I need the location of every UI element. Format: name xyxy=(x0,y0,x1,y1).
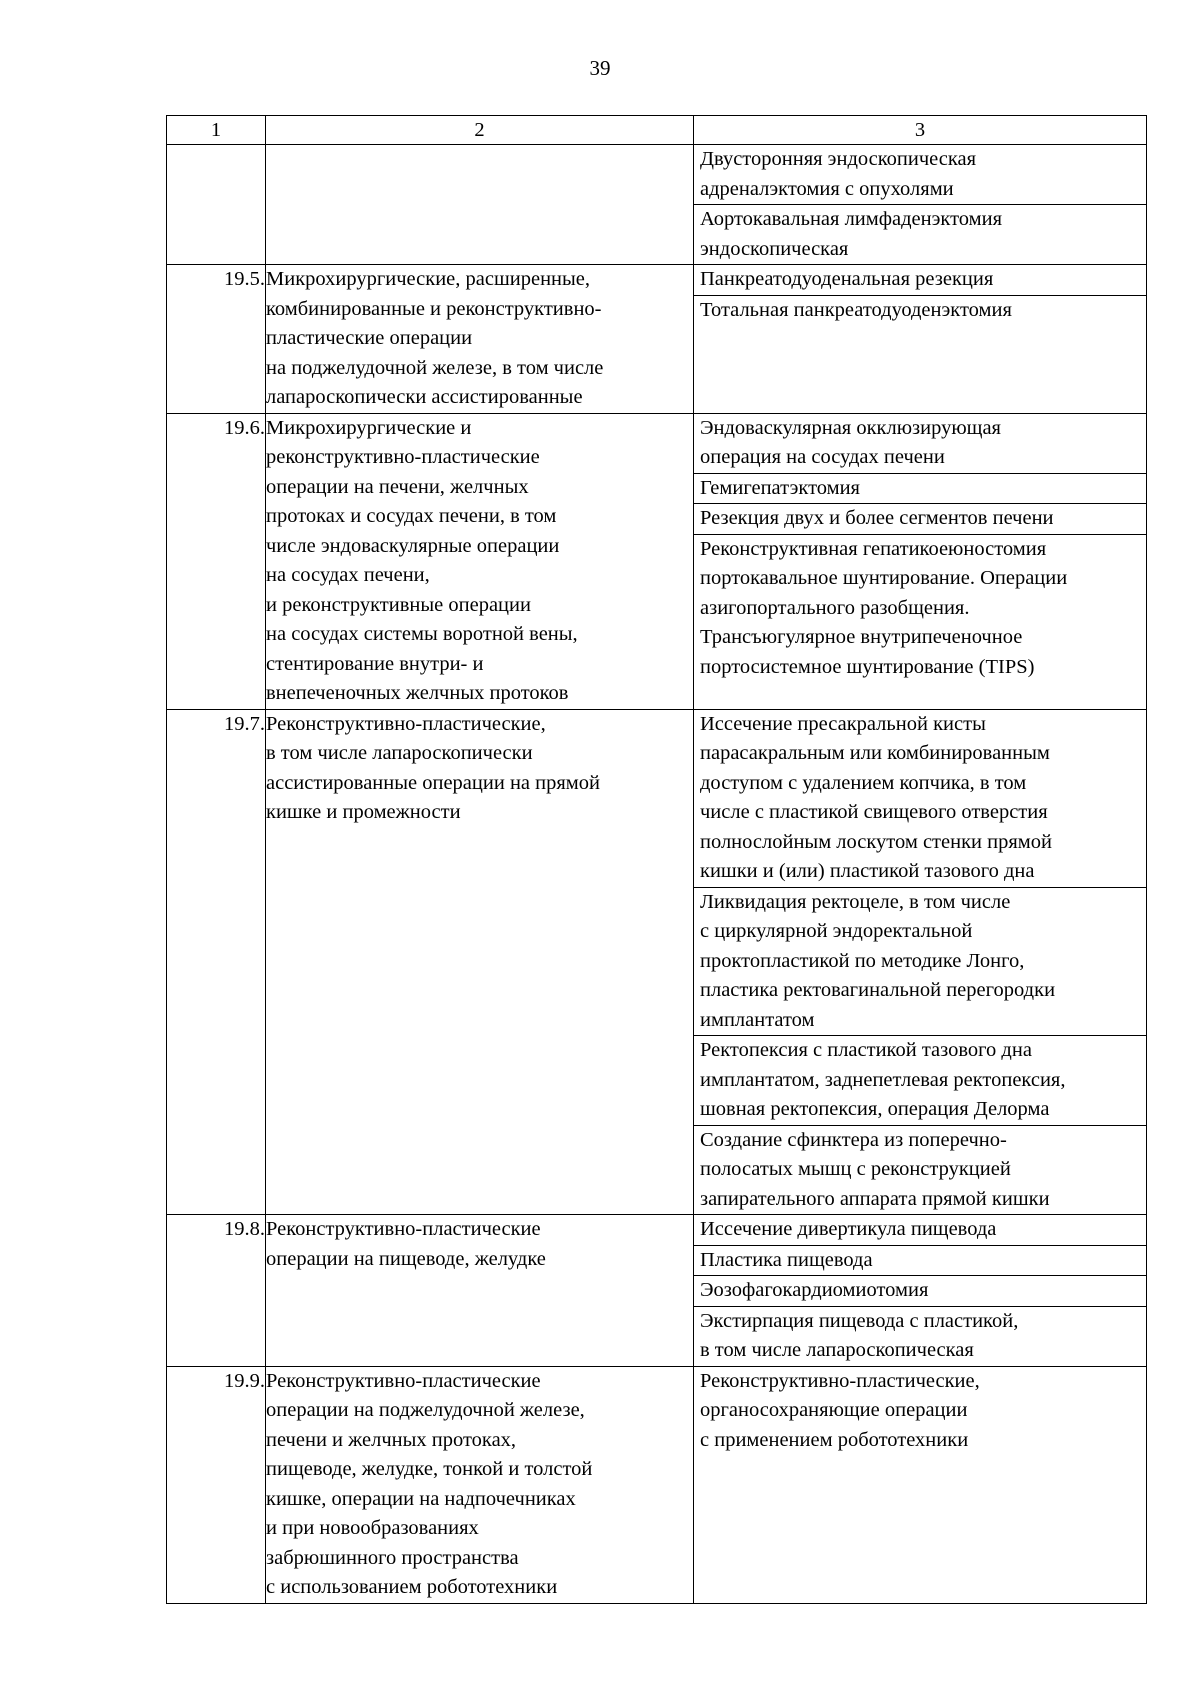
operation-item: Аортокавальная лимфаденэктомия эндоскопическая xyxy=(694,204,1146,264)
operation-item: Двусторонняя эндоскопическая адреналэктомия с опухолями xyxy=(700,148,977,200)
row-number: 19.8. xyxy=(167,1215,266,1367)
column-header-3: 3 xyxy=(694,116,1147,145)
procedures-table xyxy=(166,115,1147,1604)
page-number: 39 xyxy=(589,56,611,80)
operation-item: Иссечение пресакральной кисты парасакральным или комбинированным доступом с удалением копчика, в том числе с пластикой свищевого отверстия полнослойным лоскутом стенки прямой кишки и (или) пластикой тазового дна xyxy=(700,712,1052,882)
row-operations-cell xyxy=(694,1366,1147,1603)
operation-item: Ликвидация ректоцеле, в том числе с циркулярной эндоректальной проктопластикой по методике Лонго, пластика ректовагинальной перегородки имплантатом xyxy=(694,887,1146,1036)
row-description: Реконструктивно-пластические, в том числе лапароскопически ассистированные операции на прямой кишке и промежности xyxy=(266,712,600,823)
row-description-cell xyxy=(266,1215,694,1367)
table-row xyxy=(167,265,1147,414)
operation-item: Резекция двух и более сегментов печени xyxy=(694,503,1146,534)
operation-item: Ректопексия с пластикой тазового дна имплантатом, заднепетлевая ректопексия, шовная ректопексия, операция Делорма xyxy=(694,1035,1146,1125)
row-number: 19.5. xyxy=(167,265,266,414)
operation-item: Гемигепатэктомия xyxy=(694,473,1146,504)
row-number xyxy=(167,145,266,265)
operation-item: Иссечение дивертикула пищевода xyxy=(700,1218,997,1240)
row-number: 19.6. xyxy=(167,413,266,709)
operation-item: Реконструктивно-пластические, органосохраняющие операции с применением робототехники xyxy=(700,1369,980,1451)
operation-item: Эндоваскулярная окклюзирующая операция на сосудах печени xyxy=(700,416,1001,468)
operation-item: Эозофагокардиомиотомия xyxy=(694,1275,1146,1306)
row-operations-cell xyxy=(694,145,1147,265)
row-description-cell xyxy=(266,709,694,1215)
row-description: Реконструктивно-пластические операции на поджелудочной железе, печени и желчных протоках, пищеводе, желудке, тонкой и толстой кишке, операции на надпочечниках и при новообразованиях забрюшинного пространства с использованием робототехники xyxy=(266,1369,593,1598)
column-header-1: 1 xyxy=(167,116,266,145)
operation-item: Экстирпация пищевода с пластикой, в том числе лапароскопическая xyxy=(694,1306,1146,1366)
operation-item: Тотальная панкреатодуоденэктомия xyxy=(694,295,1146,326)
table-row xyxy=(167,413,1147,709)
row-description: Микрохирургические и реконструктивно-пластические операции на печени, желчных протоках и сосудах печени, в том числе эндоваскулярные операции на сосудах печени, и реконструктивные операции на сосудах системы воротной вены, стентирование внутри- и внепеченочных желчных протоков xyxy=(266,416,578,704)
operation-item: Реконструктивная гепатикоеюностомия портокавальное шунтирование. Операции азигопортального разобщения. Трансъюгулярное внутрипеченочное портосистемное шунтирование (TIPS) xyxy=(694,534,1146,683)
row-number: 19.7. xyxy=(167,709,266,1215)
row-operations-cell xyxy=(694,709,1147,1215)
table-row xyxy=(167,1215,1147,1367)
operation-item: Создание сфинктера из поперечно- полосатых мышц с реконструкцией запирательного аппарата прямой кишки xyxy=(694,1125,1146,1215)
row-operations-cell xyxy=(694,1215,1147,1367)
operation-item: Панкреатодуоденальная резекция xyxy=(700,268,994,290)
row-operations-cell xyxy=(694,265,1147,414)
row-description-cell xyxy=(266,145,694,265)
table-row xyxy=(167,709,1147,1215)
table-header-row xyxy=(167,116,1147,145)
operation-item: Пластика пищевода xyxy=(694,1245,1146,1276)
column-header-2: 2 xyxy=(266,116,694,145)
row-number: 19.9. xyxy=(167,1366,266,1603)
table-row xyxy=(167,1366,1147,1603)
row-description-cell xyxy=(266,1366,694,1603)
row-description: Реконструктивно-пластические операции на пищеводе, желудке xyxy=(266,1218,546,1270)
row-description: Микрохирургические, расширенные, комбинированные и реконструктивно- пластические операции на поджелудочной железе, в том числе лапароскопически ассистированные xyxy=(266,268,604,408)
row-description-cell xyxy=(266,265,694,414)
table-row xyxy=(167,145,1147,265)
row-operations-cell xyxy=(694,413,1147,709)
row-description-cell xyxy=(266,413,694,709)
